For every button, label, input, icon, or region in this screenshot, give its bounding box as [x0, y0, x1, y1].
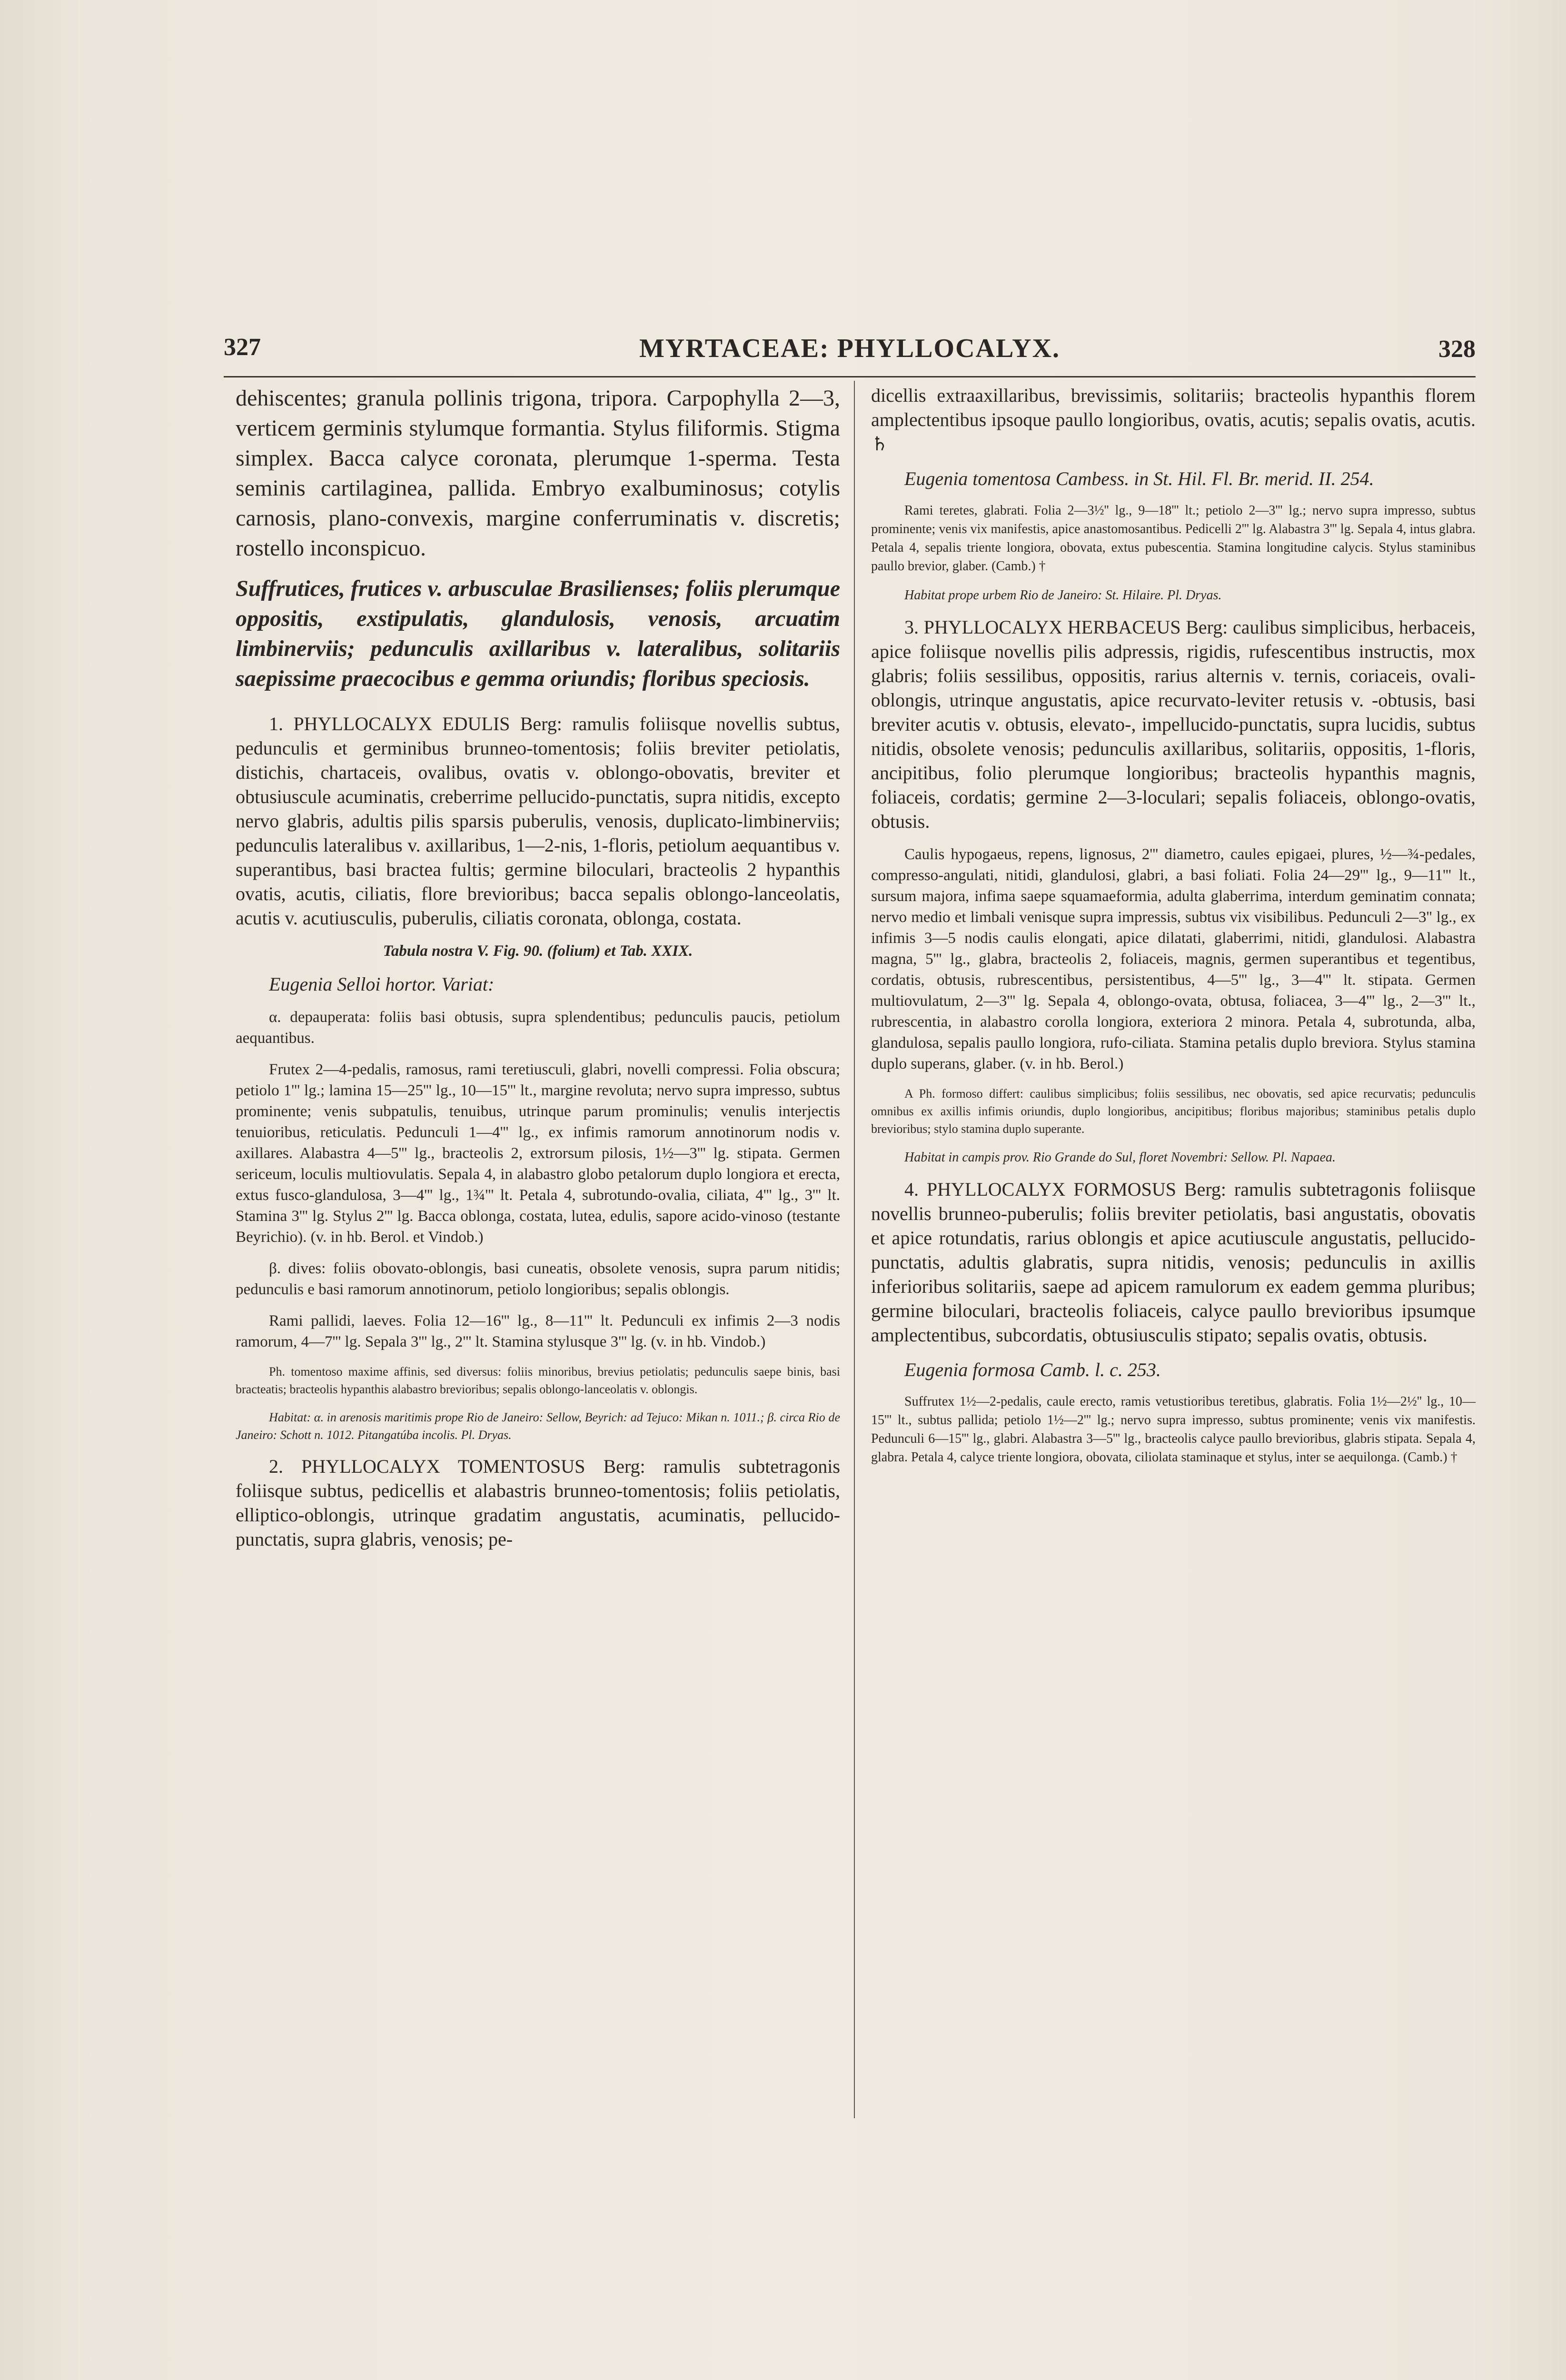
species-1-plate-reference: Tabula nostra V. Fig. 90. (folium) et Tab. XXIX. — [383, 942, 693, 960]
left-column — [236, 383, 840, 1562]
species-1-habitat: Habitat: α. in arenosis maritimis prope Rio de Janeiro: Sellow, Beyrich: ad Tejuco: Mikan n. 1011.; β. circa Rio de Janeiro: Schott n. 1012. Pitangatúba incolis. Pl. Dryas. — [236, 1410, 840, 1442]
species-1-affinity-note: Ph. tomentoso maxime affinis, sed diversus: foliis minoribus, brevius petiolatis; pedunculis saepe binis, basi bracteatis; bracteolis hypanthis alabastro brevioribus; sepalis oblongo-lanceolatis v. oblongis. — [236, 1365, 840, 1396]
species-3-affinity-note: A Ph. formoso differt: caulibus simplicibus; foliis sessilibus, nec obovatis, sed apice recurvatis; pedunculis omnibus ex axillis infimis oriundis, duplo longioribus, ancipitibus; floribus majoribus; staminibus petalis duplo brevioribus; stylo stamina duplo superante. — [871, 1087, 1476, 1136]
species-2-habitat: Habitat prope urbem Rio de Janeiro: St. Hilaire. Pl. Dryas. — [904, 588, 1222, 603]
genus-habit-summary: Suffrutices, frutices v. arbusculae Brasilienses; foliis plerumque oppositis, exstipulatis, glandulosis, venosis, arcuatim limbinerviis; pedunculis axillaribus v. lateralibus, solitariis saepissime praecocibus e gemma oriundis; floribus speciosis. — [236, 576, 840, 691]
species-2-diagnosis-start: 2. PHYLLOCALYX TOMENTOSUS Berg: ramulis subtetragonis foliisque subtus, pedicellis et alabastris brunneo-tomentosis; foliis petiolatis, elliptico-oblongis, utrinque gradatim angustatis, acuminatis, pellucido-punctatis, supra glabris, venosis; pe- — [236, 1456, 840, 1550]
running-title: MYRTACEAE: PHYLLOCALYX. — [639, 334, 1061, 363]
species-1-synonym: Eugenia Selloi hortor. Variat: — [269, 973, 495, 995]
species-3-diagnosis: 3. PHYLLOCALYX HERBACEUS Berg: caulibus simplicibus, herbaceis, apice foliisque novellis pilis adpressis, rigidis, rufescentibus instructis, mox glabris; foliis sessilibus, oppositis, rarius alternis v. ternis, coriaceis, ovali-oblongis, utrinque angustatis, apice recurvato-leviter retusis v. -obtusis, basi breviter acutis v. obtusis, elevato-, impellucido-punctatis, supra lucidis, subtus nitidis, obsolete venosis; pedunculis axillaribus, solitariis, oppositis, 1-floris, ancipitibus, folio plerumque longioribus; bracteolis hypanthis magnis, foliaceis, cordatis; germine 2—3-loculari; sepalis foliaceis, oblongo-ovatis, obtusis. — [871, 616, 1476, 832]
species-2-synonym: Eugenia tomentosa Cambess. in St. Hil. Fl. Br. merid. II. 254. — [904, 468, 1374, 489]
variety-alpha: α. depauperata: foliis basi obtusis, supra splendentibus; pedunculis paucis, petiolum aequantibus. — [236, 1009, 840, 1047]
species-3-habitat: Habitat in campis prov. Rio Grande do Sul, floret Novembri: Sellow. Pl. Napaea. — [904, 1150, 1336, 1165]
column-divider — [854, 381, 855, 2118]
left-page-number: 327 — [224, 334, 261, 361]
right-column — [871, 383, 1476, 1477]
species-2-diagnosis-end: dicellis extraaxillaribus, brevissimis, solitariis; bracteolis hypanthis florem amplectentibus ipsoque paullo longioribus, ovatis, acutis; sepalis ovatis, acutis. ♄ — [871, 385, 1476, 455]
species-3-description: Caulis hypogaeus, repens, lignosus, 2''' diametro, caules epigaei, plures, ½—¾-pedales, compresso-angulati, nitidi, glandulosi, glabri, a basi foliati. Folia 24—29''' lg., 9—11''' lt., sursum majora, infima saepe squamaeformia, adulta glaberrima, interdum geminatim connata; nervo medio et limbali venisque supra impressis, subtus vix visibilibus. Pedunculi 2—3'' lg., ex infimis 3—5 nodis caulis elongati, apice dilatati, glaberrimi, nitidi, glandulosi. Alabastra magna, 5''' lg., glabra, bracteolis 2, foliaceis, magnis, germen superantibus et tegentibus, cordatis, obtusis, rubrescentibus, persistentibus, 4—5''' lg., 3—4''' lt. stipata. Germen multiovulatum, 2—3''' lg. Sepala 4, oblongo-ovata, obtusa, foliacea, 3—4''' lg., 2—3''' lt., rubrescentia, in alabastro corolla longiora, exteriora 2 minora. Petala 4, subrotunda, alba, glandulosa, sepalis paullo longiora, rufo-ciliata. Stamina petalis duplo breviora. Stylus stamina duplo superans, glaber. (v. in hb. Berol.) — [871, 846, 1476, 1072]
variety-beta-description: Rami pallidi, laeves. Folia 12—16''' lg., 8—11''' lt. Pedunculi ex infimis 2—3 nodis ramorum, 4—7''' lg. Sepala 3''' lg., 2''' lt. Stamina stylusque 3''' lg. (v. in hb. Vindob.) — [236, 1312, 840, 1350]
genus-description-end: dehiscentes; granula pollinis trigona, tripora. Carpophylla 2—3, verticem germinis stylumque formantia. Stylus filiformis. Stigma simplex. Bacca calyce coronata, plerumque 1-sperma. Testa seminis cartilaginea, pallida. Embryo exalbuminosus; cotylis carnosis, plano-convexis, margine conferruminatis v. discretis; rostello inconspicuo. — [236, 386, 840, 561]
species-4-diagnosis: 4. PHYLLOCALYX FORMOSUS Berg: ramulis subtetragonis foliisque novellis brunneo-puberulis; foliis breviter petiolatis, basi angustatis, obovatis et apice rotundatis, rarius oblongis et apice acutiuscule angustatis, pellucido-punctatis, adultis glabratis, supra nitidis, venosis; pedunculis in axillis inferioribus solitariis, saepe ad apicem ramulorum ex eadem gemma pluribus; germine biloculari, bracteolis foliaceis, calyce paullo brevioribus ipsumque amplectentibus, subcordatis, obtusiusculis stipato; sepalis ovatis, obtusis. — [871, 1179, 1476, 1346]
variety-beta: β. dives: foliis obovato-oblongis, basi cuneatis, obsolete venosis, supra parum nitidis; pedunculis e basi ramorum annotinorum, petiolo longioribus; sepalis oblongis. — [236, 1260, 840, 1298]
page-header — [224, 333, 1476, 376]
header-rule — [224, 376, 1476, 377]
variety-alpha-description: Frutex 2—4-pedalis, ramosus, rami teretiusculi, glabri, novelli compressi. Folia obscura; petiolo 1''' lg.; lamina 15—25''' lg., 10—15''' lt., margine revoluta; nervo supra impresso, subtus prominente; venis subpatulis, tenuibus, utrinque parum prominulis; venulis interjectis tenuioribus, reticulatis. Pedunculi 1—4''' lg., ex infimis ramorum annotinorum nodis v. axillares. Alabastra 4—5''' lg., bracteolis 2, extrorsum pilosis, 1½—3''' lg. stipata. Germen sericeum, loculis multiovulatis. Sepala 4, in alabastro globo petalorum duplo longiora et erecta, extus fusco-glandulosa, 3—4''' lg., 1¾''' lt. Petala 4, subrotundo-ovalia, ciliata, 4''' lg., 3''' lt. Stamina 3''' lg. Stylus 2''' lg. Bacca oblonga, costata, lutea, edulis, sapore acido-vinoso (testante Beyrichio). (v. in hb. Berol. et Vindob.) — [236, 1061, 840, 1246]
species-1-diagnosis: 1. PHYLLOCALYX EDULIS Berg: ramulis foliisque novellis subtus, pedunculis et germinibus brunneo-tomentosis; foliis breviter petiolatis, distichis, chartaceis, ovalibus, ovatis v. oblongo-obovatis, breviter et obtusiuscule acuminatis, creberrime pellucido-punctatis, supra nitidis, excepto nervo glabris, adultis pilis sparsis puberulis, venosis, duplicato-limbinerviis; pedunculis lateralibus v. axillaribus, 1—2-nis, 1-floris, petiolum aequantibus v. superantibus, basi bractea fultis; germine biloculari, bracteolis 2 hypanthis ovatis, acutis, ciliatis, flore brevioribus; bacca sepalis oblongo-lanceolatis, acutis v. acutiusculis, puberulis, ciliatis coronata, oblonga, costata. — [236, 713, 840, 929]
species-4-synonym: Eugenia formosa Camb. l. c. 253. — [904, 1359, 1161, 1380]
species-2-description: Rami teretes, glabrati. Folia 2—3½'' lg., 9—18''' lt.; petiolo 2—3''' lg.; nervo supra impresso, subtus prominente; venis vix manifestis, apice anastomosantibus. Pedicelli 2''' lg. Alabastra 3''' lg. Sepala 4, intus glabra. Petala 4, sepalis triente longiora, obovata, extus pubescentia. Stamina longitudine calycis. Stylus staminibus paullo brevior, glaber. (Camb.) † — [871, 503, 1476, 574]
species-4-description: Suffrutex 1½—2-pedalis, caule erecto, ramis vetustioribus teretibus, glabratis. Folia 1½—2½'' lg., 10—15''' lt., subtus pallida; petiolo 1½—2''' lg.; nervo supra impresso, subtus prominente; venis vix manifestis. Pedunculi 6—15''' lg., glabri. Alabastra 3—5''' lg., bracteolis calyce paullo brevioribus, glabris stipata. Sepala 4, glabra. Petala 4, calyce triente longiora, obovata, ciliolata staminaque et stylus, inter se aequilonga. (Camb.) † — [871, 1394, 1476, 1465]
right-page-number: 328 — [1438, 336, 1476, 363]
